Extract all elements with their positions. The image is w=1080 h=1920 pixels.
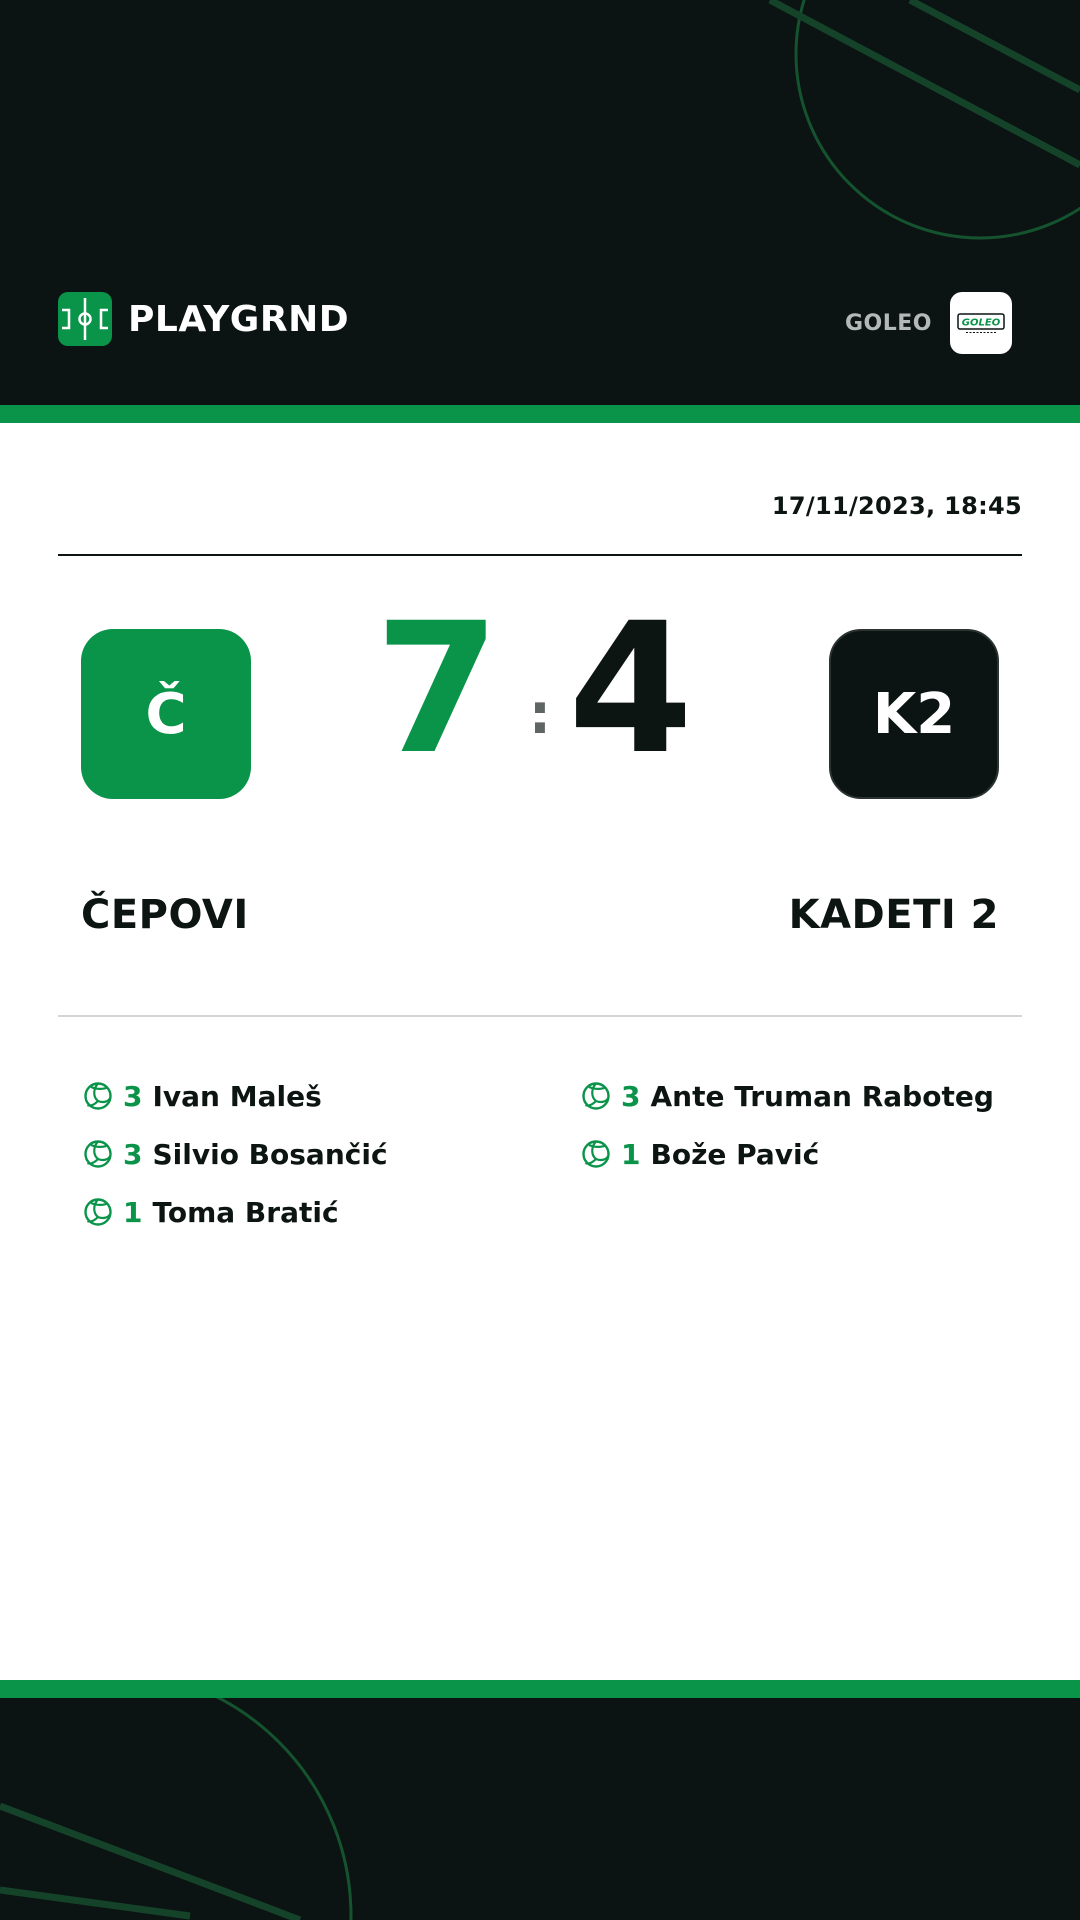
away-team-badge[interactable]: K2 xyxy=(829,629,999,799)
partner[interactable] xyxy=(845,292,1012,354)
scorer-row xyxy=(83,1125,388,1183)
ball-icon xyxy=(83,1197,113,1227)
goal-count: 3 xyxy=(621,1079,641,1113)
player-name: Ivan Maleš xyxy=(152,1079,322,1113)
scorer-row xyxy=(581,1067,994,1125)
goal-count: 1 xyxy=(621,1137,641,1171)
soccer-field-icon xyxy=(58,292,112,346)
home-score: 7 xyxy=(374,585,500,794)
score-separator: : xyxy=(528,682,552,747)
accent-bar-top xyxy=(0,405,1080,423)
footer xyxy=(0,1698,1080,1920)
accent-bar-bottom xyxy=(0,1680,1080,1698)
goal-count: 3 xyxy=(123,1137,143,1171)
player-name: Silvio Bosančić xyxy=(152,1137,388,1171)
player-name: Ante Truman Raboteg xyxy=(650,1079,994,1113)
scorer-row xyxy=(83,1183,388,1241)
away-team-name[interactable]: KADETI 2 xyxy=(788,892,999,938)
scorer-row xyxy=(83,1067,388,1125)
ball-icon xyxy=(83,1081,113,1111)
brand[interactable] xyxy=(58,292,349,346)
partner-logo xyxy=(950,292,1012,354)
goal-count: 3 xyxy=(123,1079,143,1113)
match-date: 17/11/2023, 18:45 xyxy=(771,492,1022,520)
header xyxy=(0,0,1080,405)
home-team-badge[interactable]: Č xyxy=(81,629,251,799)
away-score: 4 xyxy=(568,585,694,794)
partner-label: GOLEO xyxy=(844,310,932,336)
brand-name: PLAYGRND xyxy=(128,298,350,340)
scorer-row xyxy=(581,1125,994,1183)
goal-count: 1 xyxy=(123,1195,143,1229)
ball-icon xyxy=(581,1081,611,1111)
player-name: Toma Bratić xyxy=(152,1195,339,1229)
home-team-name[interactable]: ČEPOVI xyxy=(81,892,249,938)
divider xyxy=(58,1015,1022,1017)
partner-logo-text: GOLEO xyxy=(961,317,1001,329)
ball-icon xyxy=(581,1139,611,1169)
away-scorers-list xyxy=(581,1067,994,1183)
divider xyxy=(58,554,1022,556)
pitch-lines-decoration xyxy=(0,1698,1080,1920)
ball-icon xyxy=(83,1139,113,1169)
player-name: Bože Pavić xyxy=(650,1137,820,1171)
home-scorers-list xyxy=(83,1067,388,1241)
